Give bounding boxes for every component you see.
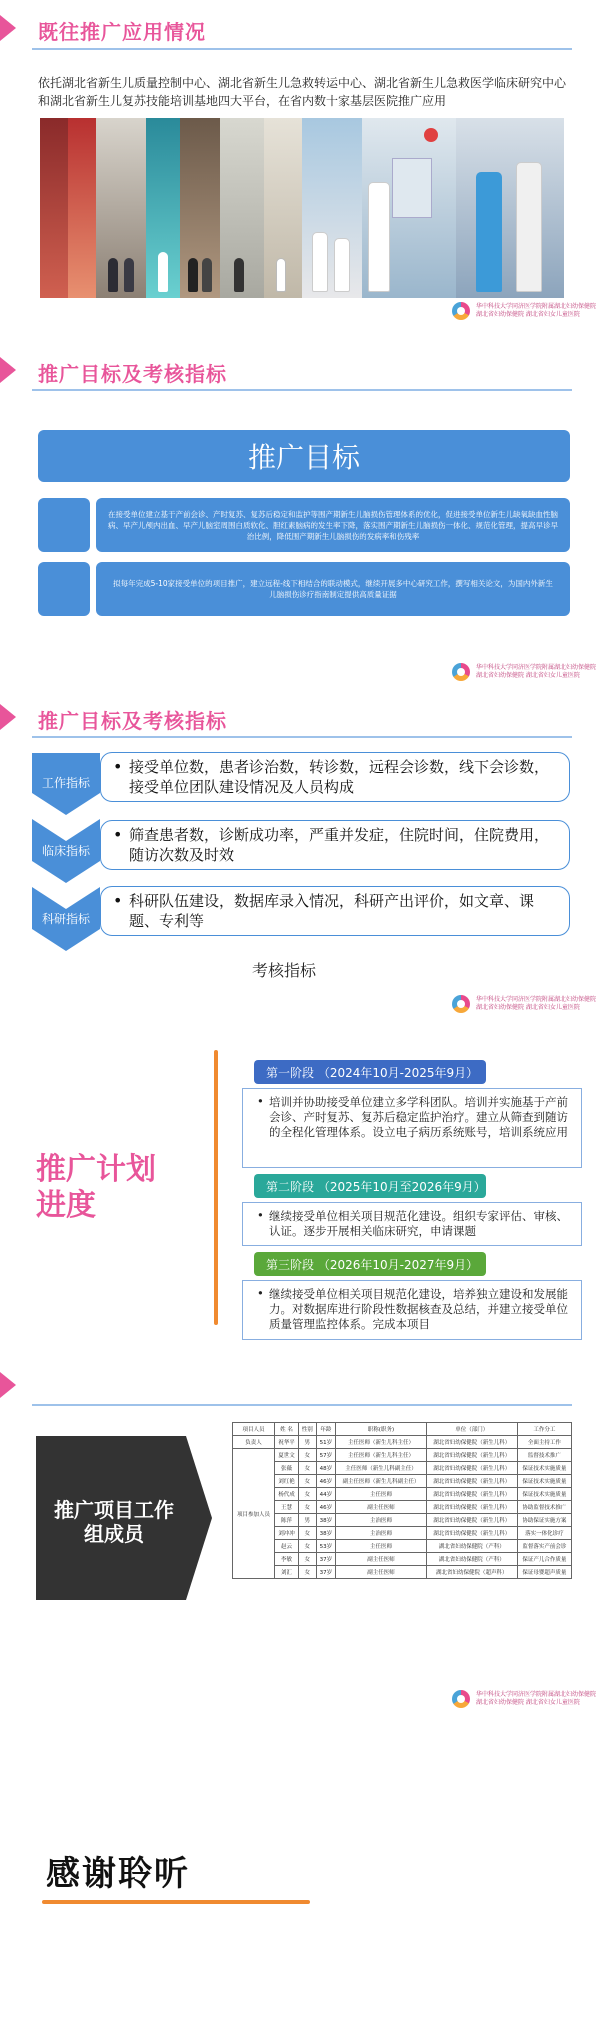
table-cell: 女 — [298, 1488, 316, 1501]
hospital-logo-icon — [452, 995, 470, 1013]
table-cell: 落实一体化诊疗 — [517, 1527, 571, 1540]
table-cell: 全面主持工作 — [517, 1436, 571, 1449]
photo-7 — [264, 118, 302, 298]
photo-6 — [220, 118, 264, 298]
goal-banner: 推广目标 — [38, 430, 570, 482]
table-row — [233, 1449, 572, 1462]
slide-promotion-history — [0, 0, 600, 318]
orange-timeline-bar — [214, 1050, 218, 1325]
table-cell: 刘冲冲 — [275, 1527, 299, 1540]
title-underline — [32, 48, 572, 50]
table-cell: 湖北省妇幼保健院（新生儿科） — [426, 1449, 517, 1462]
closing-underline — [42, 1900, 310, 1904]
table-cell: 主治医师 — [336, 1527, 427, 1540]
table-cell: 主任医师（新生儿科主任） — [336, 1436, 427, 1449]
table-cell: 女 — [298, 1566, 316, 1579]
table-cell: 保证产儿合作质量 — [517, 1553, 571, 1566]
table-cell: 37岁 — [316, 1566, 335, 1579]
photo-1 — [40, 118, 68, 298]
indicator-caption: 考核指标 — [252, 961, 317, 980]
section-title: 推广目标及考核指标 — [38, 709, 227, 733]
row-label-research: 科研指标 — [41, 911, 90, 926]
table-row — [233, 1527, 572, 1540]
table-cell: 保证母婴超声质量 — [517, 1566, 571, 1579]
table-cell: 湖北省妇幼保健院（新生儿科） — [426, 1475, 517, 1488]
table-cell: 女 — [298, 1462, 316, 1475]
table-cell: 湖北省妇幼保健院（产科） — [426, 1540, 517, 1553]
goal-1-box: 在接受单位建立基于产前会诊、产时复苏、复苏后稳定和监护等围产期新生儿脑损伤管理体系的优化，促进接受单位新生儿缺氧缺血性脑病、早产儿颅内出血、早产儿脑室周围白质软化、胆红素脑病的发生率下降，落实围产期新生儿脑损伤一体化、规范化管理，提高早诊早治比例，降低围产期新生儿脑损伤的发病率和伤残率 — [96, 498, 570, 552]
photo-3 — [96, 118, 146, 298]
table-cell: 46岁 — [316, 1475, 335, 1488]
table-row — [233, 1488, 572, 1501]
row-text-research: • 科研队伍建设，数据库录入情况，科研产出评价，如文章、课题、专利等 — [100, 886, 570, 936]
table-cell: 李敏 — [275, 1553, 299, 1566]
table-cell: 保证技术实施质量 — [517, 1462, 571, 1475]
table-cell: 保证技术实施质量 — [517, 1488, 571, 1501]
table-cell: 协助监督技术推广 — [517, 1501, 571, 1514]
table-cell: 王慧 — [275, 1501, 299, 1514]
table-row — [233, 1566, 572, 1579]
table-cell: 副主任医师 — [336, 1501, 427, 1514]
table-cell: 湖北省妇幼保健院（新生儿科） — [426, 1436, 517, 1449]
table-cell: 湖北省妇幼保健院（新生儿科） — [426, 1501, 517, 1514]
table-cell: 监督技术推广 — [517, 1449, 571, 1462]
table-row — [233, 1540, 572, 1553]
goal-marker-1 — [38, 498, 90, 552]
table-cell: 男 — [298, 1436, 316, 1449]
row-label-work: 工作指标 — [41, 775, 90, 790]
slide-team-members — [0, 1360, 600, 1706]
table-cell: 主治医师 — [336, 1514, 427, 1527]
table-cell: 项目参加人员 — [233, 1449, 275, 1579]
table-cell: 53岁 — [316, 1540, 335, 1553]
table-cell: 女 — [298, 1540, 316, 1553]
schedule-title-line1: 推广计划 — [36, 1152, 156, 1187]
title-underline — [32, 1404, 572, 1406]
table-cell: 主任医师 — [336, 1488, 427, 1501]
table-row — [233, 1501, 572, 1514]
phase-3-header: 第三阶段 （2026年10月-2027年9月） — [254, 1252, 486, 1276]
team-title: 推广项目工作组成员 — [54, 1498, 174, 1546]
hospital-brand: 华中科技大学同济医学院附属湖北妇幼保健院 湖北省妇幼保健院 湖北省妇女儿童医院 — [452, 663, 596, 681]
section-title: 推广目标及考核指标 — [38, 362, 227, 386]
table-cell: 湖北省妇幼保健院（新生儿科） — [426, 1514, 517, 1527]
row-text-clinical: • 筛查患者数，诊断成功率，严重并发症，住院时间，住院费用，随访次数及时效 — [100, 820, 570, 870]
table-cell: 湖北省妇幼保健院（新生儿科） — [426, 1488, 517, 1501]
table-cell: 张薇 — [275, 1462, 299, 1475]
table-cell: 44岁 — [316, 1488, 335, 1501]
table-cell: 女 — [298, 1475, 316, 1488]
table-cell: 副主任医师 — [336, 1553, 427, 1566]
table-cell: 湖北省妇幼保健院（新生儿科） — [426, 1527, 517, 1540]
table-cell: 46岁 — [316, 1501, 335, 1514]
table-cell: 副主任医师 — [336, 1566, 427, 1579]
table-row — [233, 1475, 572, 1488]
photo-collage — [40, 118, 564, 298]
slide-assessment-indicators — [0, 690, 600, 1030]
photo-2 — [68, 118, 96, 298]
table-cell: 37岁 — [316, 1553, 335, 1566]
phase-3-body: • 继续接受单位相关项目规范化建设，培养独立建设和发展能力。对数据库进行阶段性数据核查及总结，并建立接受单位质量管理监控体系。完成本项目 — [242, 1280, 582, 1340]
hospital-brand: 华中科技大学同济医学院附属湖北妇幼保健院 湖北省妇幼保健院 湖北省妇女儿童医院 — [452, 995, 596, 1013]
title-underline — [32, 389, 572, 391]
schedule-title-line2: 进度 — [36, 1188, 96, 1223]
title-underline — [32, 736, 572, 738]
pink-chevron-icon — [0, 357, 16, 383]
table-cell: 主任医师（新生儿科副主任） — [336, 1462, 427, 1475]
table-cell: 主任医师 — [336, 1540, 427, 1553]
row-text-work: • 接受单位数，患者诊治数，转诊数，远程会诊数，线下会诊数，接受单位团队建设情况及人员构成 — [100, 752, 570, 802]
table-row — [233, 1462, 572, 1475]
closing-text: 感谢聆听 — [46, 1854, 190, 1894]
hospital-brand: 华中科技大学同济医学院附属湖北妇幼保健院 湖北省妇幼保健院 湖北省妇女儿童医院 — [452, 1690, 596, 1708]
table-cell: 51岁 — [316, 1436, 335, 1449]
hospital-logo-icon — [452, 1690, 470, 1708]
table-cell: 刘红艳 — [275, 1475, 299, 1488]
slide-promotion-schedule — [0, 1040, 600, 1340]
section-title: 既往推广应用情况 — [38, 20, 206, 44]
photo-4 — [146, 118, 180, 298]
table-cell: 湖北省妇幼保健院（产科） — [426, 1553, 517, 1566]
table-cell: 38岁 — [316, 1514, 335, 1527]
hospital-brand: 华中科技大学同济医学院附属湖北妇幼保健院 湖北省妇幼保健院 湖北省妇女儿童医院 — [452, 302, 596, 320]
table-cell: 保证技术实施质量 — [517, 1475, 571, 1488]
table-cell: 杨代成 — [275, 1488, 299, 1501]
goal-2-box: 拟每年完成5-10家接受单位的项目推广，建立远程-线下相结合的联动模式，继续开展多中心研究工作，撰写相关论文，为国内外新生儿脑损伤诊疗指南制定提供高质量证据 — [96, 562, 570, 616]
table-cell: 夏世文 — [275, 1449, 299, 1462]
table-cell: 女 — [298, 1553, 316, 1566]
team-table — [232, 1422, 572, 1579]
table-body — [233, 1436, 572, 1579]
table-cell: 监督落实产前会诊 — [517, 1540, 571, 1553]
row-label-clinical: 临床指标 — [41, 843, 90, 858]
pink-chevron-icon — [0, 1372, 16, 1398]
slide-closing — [0, 1800, 600, 2025]
table-row — [233, 1436, 572, 1449]
table-cell: 女 — [298, 1501, 316, 1514]
photo-9 — [362, 118, 456, 298]
table-row — [233, 1553, 572, 1566]
photo-10 — [456, 118, 564, 298]
phase-2-header: 第二阶段 （2025年10月至2026年9月） — [254, 1174, 486, 1198]
photo-8 — [302, 118, 362, 298]
table-header-row: 项目人员 姓 名 性别 年龄 职称(职务) 单位（部门） 工作分工 — [233, 1423, 572, 1436]
phase-2-body: • 继续接受单位相关项目规范化建设。组织专家评估、审核、认证。逐步开展相关临床研究，申请课题 — [242, 1202, 582, 1246]
table-cell: 湖北省妇幼保健院（超声科） — [426, 1566, 517, 1579]
table-cell: 负责人 — [233, 1436, 275, 1449]
hospital-logo-icon — [452, 663, 470, 681]
photo-5 — [180, 118, 220, 298]
table-cell: 协助保证实施方案 — [517, 1514, 571, 1527]
table-cell: 48岁 — [316, 1462, 335, 1475]
table-cell: 男 — [298, 1514, 316, 1527]
table-cell: 湖北省妇幼保健院（新生儿科） — [426, 1462, 517, 1475]
table-cell: 刘汇 — [275, 1566, 299, 1579]
table-cell: 38岁 — [316, 1527, 335, 1540]
intro-paragraph: 依托湖北省新生儿质量控制中心、湖北省新生儿急救转运中心、湖北省新生儿急救医学临床研究中心和湖北省新生儿复苏技能培训基地四大平台，在省内数十家基层医院推广应用 — [38, 76, 567, 108]
phase-1-body: • 培训并协助接受单位建立多学科团队。培训并实施基于产前会诊、产时复苏、复苏后稳定监护治疗。建立从筛查到随访的全程化管理体系。设立电子病历系统账号，培训系统应用 — [242, 1088, 582, 1168]
table-cell: 57岁 — [316, 1449, 335, 1462]
table-row — [233, 1514, 572, 1527]
table-cell: 赵云 — [275, 1540, 299, 1553]
table-cell: 主任医师（新生儿科主任） — [336, 1449, 427, 1462]
table-cell: 女 — [298, 1449, 316, 1462]
goal-marker-2 — [38, 562, 90, 616]
table-cell: 副主任医师（新生儿科副主任） — [336, 1475, 427, 1488]
phase-1-header: 第一阶段 （2024年10月-2025年9月） — [254, 1060, 486, 1084]
pink-chevron-icon — [0, 704, 16, 730]
hospital-logo-icon — [452, 302, 470, 320]
pink-chevron-icon — [0, 15, 16, 41]
table-cell: 女 — [298, 1527, 316, 1540]
table-cell: 陈萍 — [275, 1514, 299, 1527]
slide-promotion-goals — [0, 345, 600, 685]
table-cell: 祝华平 — [275, 1436, 299, 1449]
